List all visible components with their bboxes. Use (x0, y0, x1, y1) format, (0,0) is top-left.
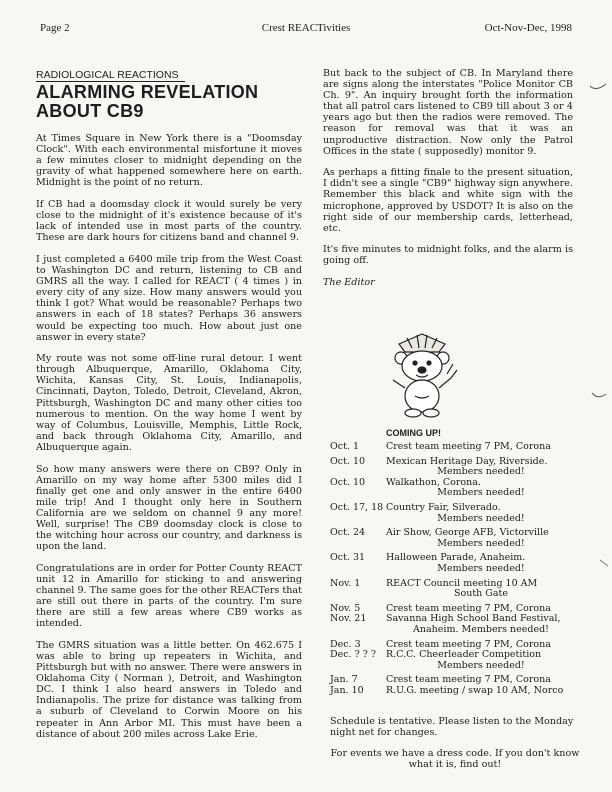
event-description (386, 442, 576, 453)
event-note: Members needed! (437, 512, 525, 524)
event-title: Halloween Parade, Anaheim. (386, 552, 526, 564)
article-kicker: RADIOLOGICAL REACTIONS (36, 70, 185, 82)
event-date: Oct. 1 (330, 441, 360, 452)
event-date: Jan. 10 (330, 684, 364, 696)
event-title: Country Fair, Silverado. (386, 501, 501, 513)
article-paragraph: At Times Square in New York there is a "Doomsday Clock". With each environmental misfortune it moves a few minutes closer to midnight depending on the gravity of what happened somewhere here on earth. Midnight is the point of no return. (36, 133, 302, 189)
issue-date: Oct-Nov-Dec, 1998 (484, 22, 572, 34)
event-title: Crest team meeting 7 PM, Corona (386, 674, 551, 686)
event-note: Members needed! (437, 562, 525, 574)
article-paragraph: If CB had a doomsday clock it would surely be very close to the midnight of it's existence because of it's lack of intended use in most parts of the country. These are dark hours for citizens band and channel 9. (36, 199, 302, 244)
event-description (386, 553, 576, 574)
event-note: Members needed! (437, 466, 525, 478)
article-paragraph: The GMRS situation was a little better. On 462.675 I was able to bring up repeaters in Wichita, and Pittsburgh but with no answer. There were answers in Oklahoma City ( Norman ), Detroit, and Washington DC. I think I also heard answers in Toledo and Indianapolis. The prize for distance was talking from a suburb of Cleveland to Corwin Moore on his repeater in Ann Arbor MI. This must have been a distance of about 200 miles across Lake Erie. (36, 639, 302, 740)
events-calendar (330, 442, 576, 696)
event-row (330, 442, 576, 453)
event-description (386, 528, 576, 549)
event-title: Savanna High School Band Festival, (386, 613, 561, 625)
event-note: Members needed! (437, 659, 525, 671)
event-date: Nov. 1 (330, 577, 361, 589)
article-paragraph: It's five minutes to midnight folks, and the alarm is going off. (323, 244, 573, 267)
article-paragraph: As perhaps a fitting finale to the present situation, I didn't see a single "CB9" highway sign anywhere. Remember this black and white sign with the microphone, approved by USDOT? It is also on the right side of our membership cards, letterhead, etc. (323, 167, 573, 234)
event-date: Dec. 3 (330, 638, 361, 650)
event-description (386, 686, 576, 697)
event-description (386, 457, 576, 478)
event-note: Members needed! (437, 537, 525, 549)
page-number: Page 2 (40, 22, 70, 34)
event-description (386, 478, 576, 499)
event-title: R.U.G. meeting / swap 10 AM, Norco (386, 684, 564, 696)
event-row (330, 457, 576, 478)
event-note: Anaheim. Members needed! (413, 623, 549, 635)
article-paragraph: My route was not some off-line rural detour. I went through Albuquerque, Amarillo, Oklahoma City, Wichita, Kansas City, St. Louis, Indianapolis, Cincinnati, Dayton, Toledo, Detroit, Cleveland, Akron, Pittsburgh, Washington DC and many other cities too numerous to mention. On the way home I went by way of Columbus, Louisville, Memphis, Little Rock, and back through Oklahoma City, Amarillo, and Albuquerque again. (36, 353, 302, 453)
event-title: R.C.C. Cheerleader Competition (386, 649, 542, 661)
event-date: Oct. 17, 18 (330, 501, 384, 513)
headline-line-1: ALARMING REVELATION (36, 82, 259, 103)
event-date: Oct. 31 (330, 552, 366, 564)
event-date: Nov. 21 (330, 613, 367, 625)
headline-line-2: ABOUT CB9 (36, 101, 144, 122)
event-row (330, 686, 576, 697)
event-title: Walkathon, Corona. (386, 476, 481, 488)
event-title: Crest team meeting 7 PM, Corona (386, 638, 551, 650)
bear-mascot-illustration (377, 330, 467, 420)
event-title: Crest team meeting 7 PM, Corona (386, 602, 551, 614)
event-title: Mexican Heritage Day, Riverside. (386, 455, 548, 467)
event-note: Members needed! (437, 487, 525, 499)
event-description (386, 503, 576, 524)
event-row (330, 478, 576, 499)
article-left-column (36, 70, 302, 750)
event-description (386, 614, 576, 635)
event-title: Air Show, George AFB, Victorville (386, 527, 549, 539)
event-date: Dec. ? ? ? (330, 649, 376, 661)
event-date: Nov. 5 (330, 602, 361, 614)
article-paragraph: I just completed a 6400 mile trip from the West Coast to Washington DC and return, listening to CB and GMRS all the way. I called for REACT ( 4 times ) in every city of any size. How many answers would you think I got? What would be reasonable? Perhaps two answers in each of 18 states? Perhaps 36 answers would be expecting too much. How about just one answer in every state? (36, 253, 302, 343)
event-date: Oct. 10 (330, 455, 366, 467)
coming-up-label: COMING UP! (386, 428, 441, 438)
event-description (386, 579, 576, 600)
event-row (330, 650, 576, 671)
scan-edge-marks (588, 0, 612, 792)
event-row (330, 503, 576, 524)
editor-signature: The Editor (323, 277, 375, 288)
event-date: Oct. 24 (330, 527, 366, 539)
event-row (330, 553, 576, 574)
event-row (330, 579, 576, 600)
event-title: REACT Council meeting 10 AM (386, 577, 538, 589)
event-date: Jan. 7 (330, 674, 358, 686)
event-date: Oct. 10 (330, 476, 366, 488)
event-row (330, 614, 576, 635)
event-note: South Gate (454, 588, 508, 600)
event-row (330, 528, 576, 549)
newsletter-title: Crest REACTivities (261, 22, 351, 34)
article-paragraph: Congratulations are in order for Potter County REACT unit 12 in Amarillo for sticking to and answering channel 9. The same goes for the other REACTers that are still out there in parts of the country. I'm sure there are still a few areas where CB9 works as intended. (36, 562, 302, 630)
schedule-note: Schedule is tentative. Please listen to the Monday night net for changes. (330, 716, 574, 738)
event-title: Crest team meeting 7 PM, Corona (386, 441, 551, 452)
article-paragraph: So how many answers were there on CB9? Only in Amarillo on my way home after 5300 miles did I finally get one and only answer in the entire 6400 mile trip! And I thought only here in Southern California are we seldom on channel 9 any more! Well, surprise! The CB9 doomsday clock is close to the witching hour across our country, and darkness is upon the land. (36, 463, 302, 553)
article-headline (36, 83, 302, 121)
article-paragraph: But back to the subject of CB. In Maryland there are signs along the interstates "Police Monitor CB Ch. 9". An inquiry brought forth the information that all patrol cars listened to CB9 till about 3 or 4 years ago but then the radios were removed. The reason for removal was that it was an unproductive distraction. Now only the Patrol Offices in the state ( supposedly) monitor 9. (323, 68, 573, 157)
event-description (386, 650, 576, 671)
dress-code-note: For events we have a dress code. If you don't know what it is, find out! (330, 748, 580, 770)
article-right-column (323, 68, 573, 299)
